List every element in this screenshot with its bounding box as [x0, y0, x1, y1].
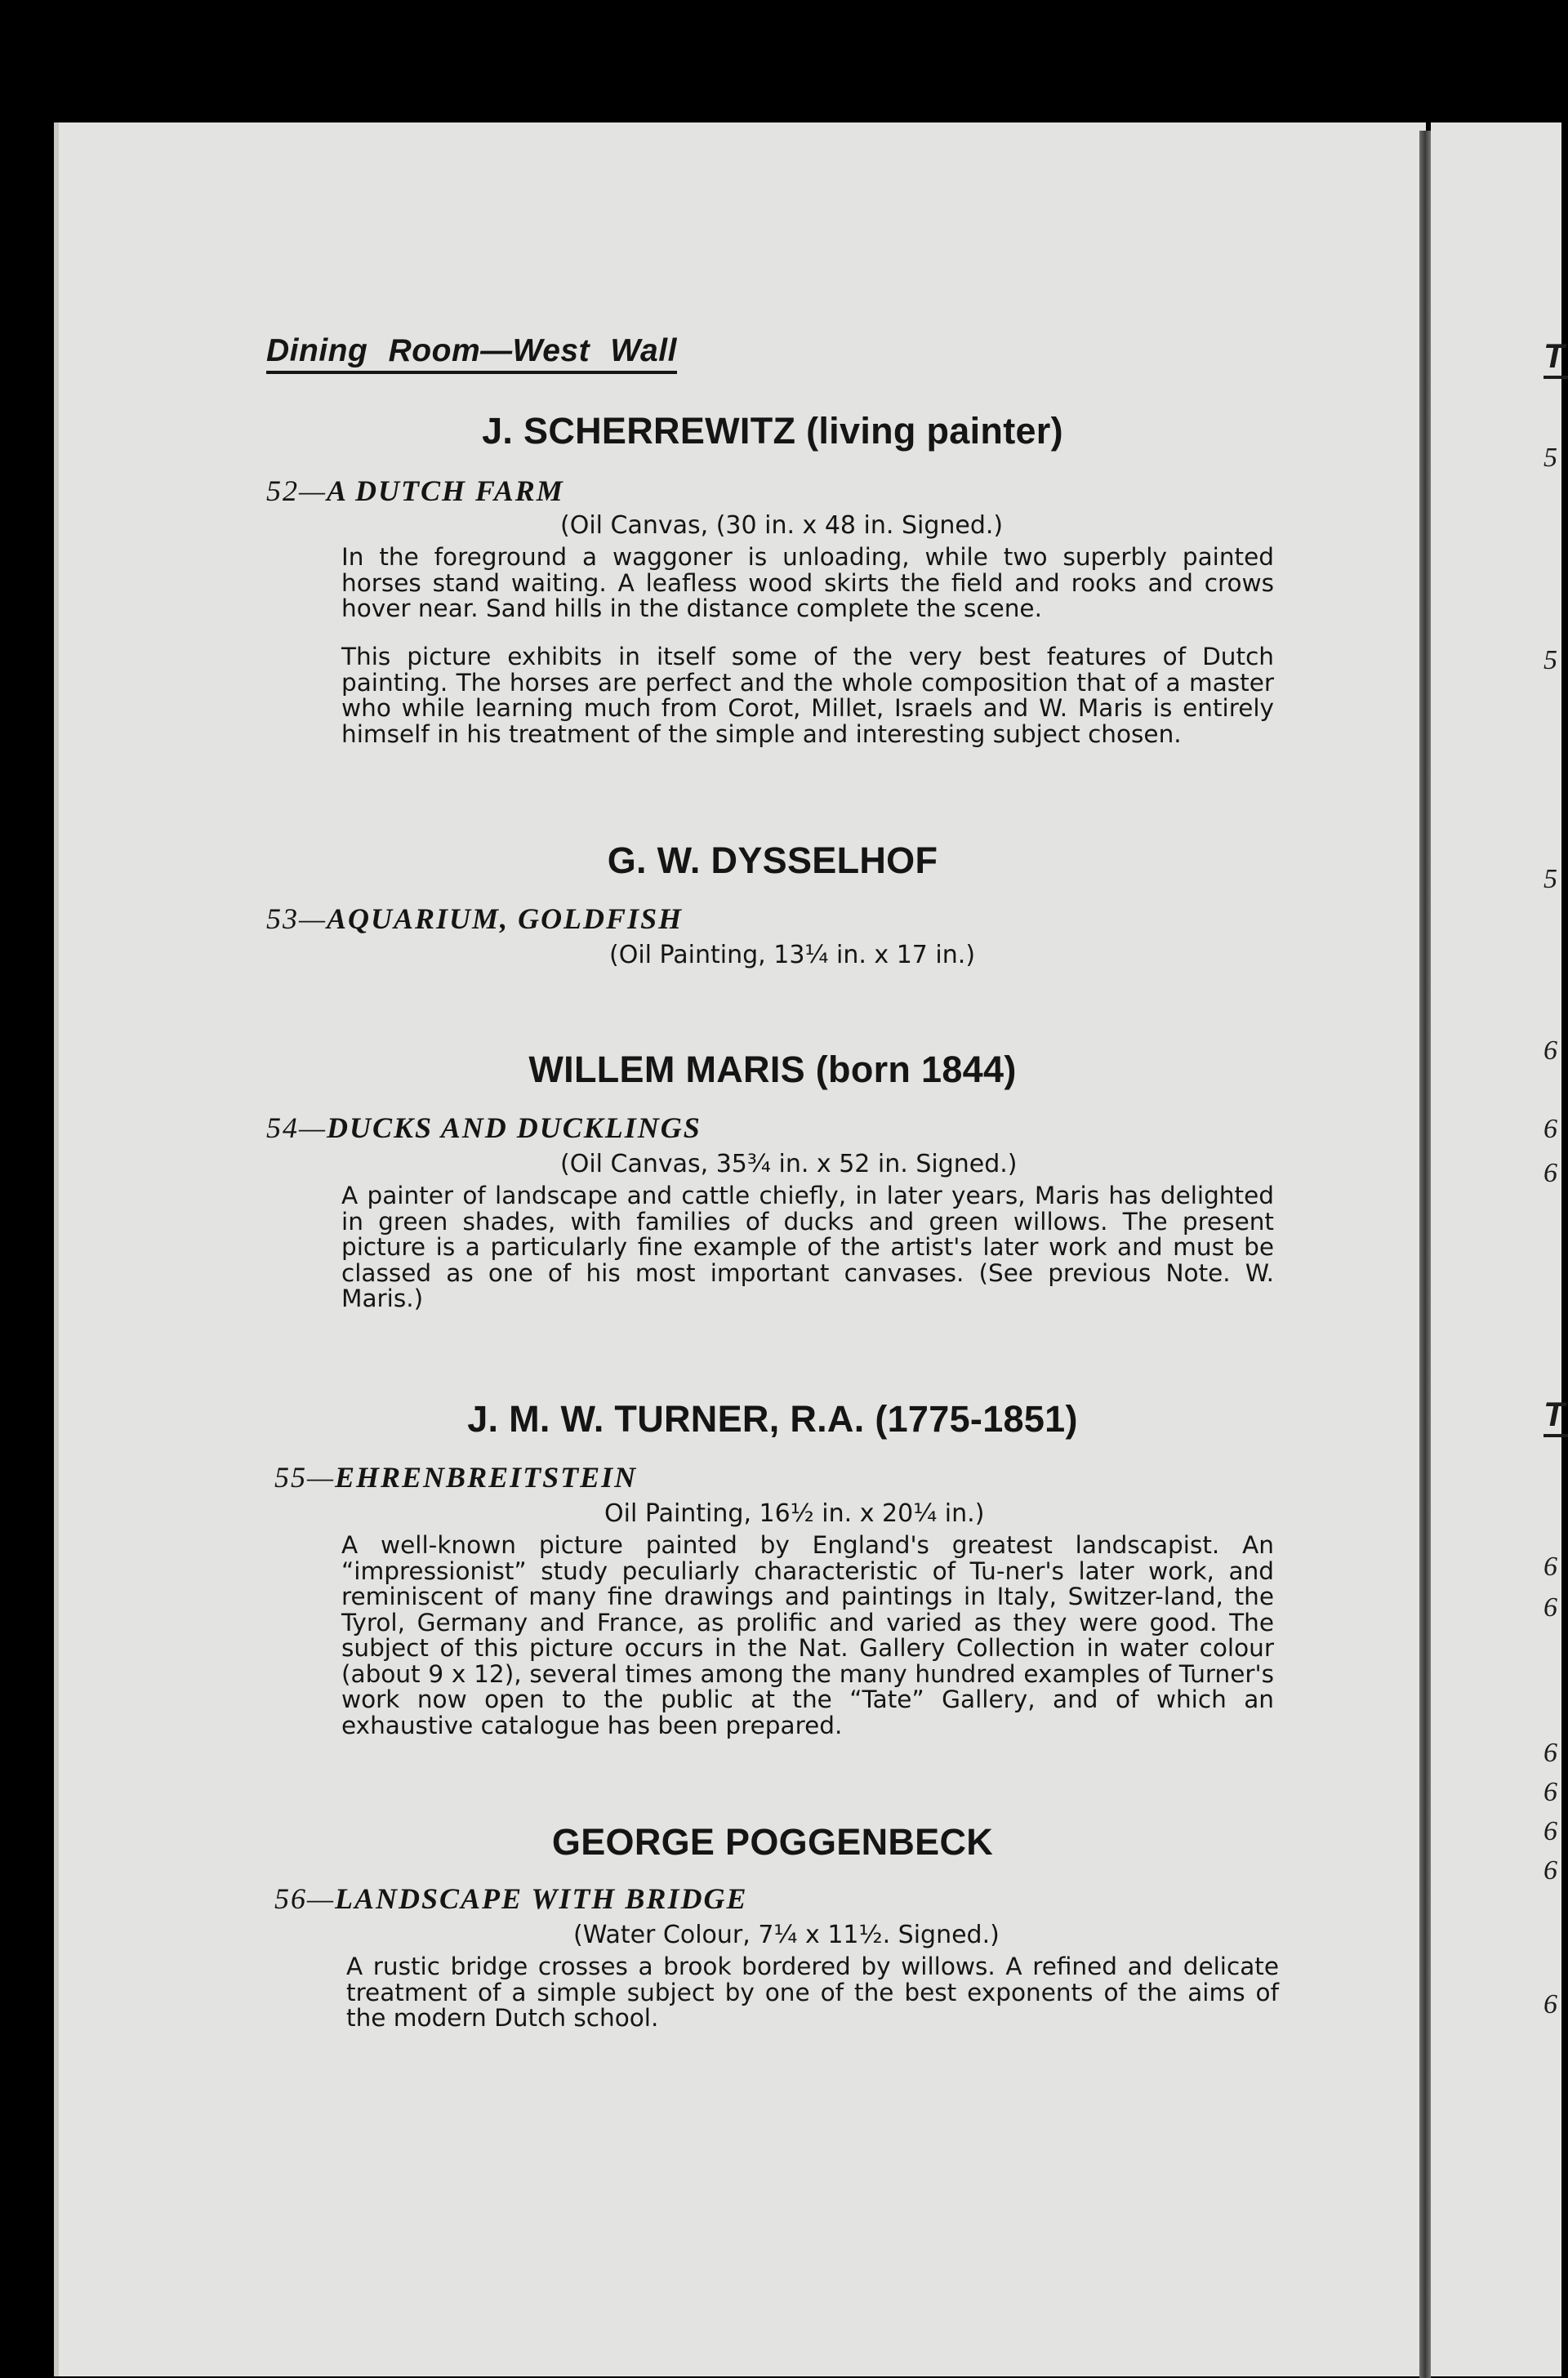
item-description: A well-known picture painted by England's greatest landscapist. An “impressionist” study peculiarly characteristic of Tu-ner's later work, and reminiscent of many fine drawings and paintings in Italy, Switzer-land, the Tyrol, Germany and France, as prolific and varied as they were good. The subject of this picture occurs in the Nat. Gallery Collection in water colour (about 9 x 12), several times among the many hundred examples of Turner's work now open to the public at the “Tate” Gallery, and of which an exhaustive catalogue has been prepared. — [341, 1531, 1274, 1739]
item-title: 56—LANDSCAPE WITH BRIDGE — [274, 1882, 748, 1915]
item-name: DUCKS AND DUCKLINGS — [327, 1111, 702, 1144]
artist-heading: J. SCHERREWITZ (living painter) — [482, 410, 1063, 452]
facing-page-fragment: T — [1544, 1395, 1568, 1437]
item-number: 52 — [266, 474, 299, 507]
item-medium: (Oil Painting, 13¼ in. x 17 in.) — [609, 941, 976, 969]
item-description: This picture exhibits in itself some of the very best features of Dutch painting. The horses are perfect and the whole composition that of a master who while learning much from Corot, Millet, Israels and W. Maris is entirely himself in his treatment of the simple and interesting subject chosen. — [341, 643, 1274, 748]
item-number: 53 — [266, 902, 299, 935]
item-description: In the foreground a waggoner is unloading, while two superbly painted horses stand waiting. A leafless wood skirts the field and rooks and crows hover near. Sand hills in the distance complete the scene. — [341, 543, 1274, 622]
artist-heading: WILLEM MARIS (born 1844) — [528, 1049, 1017, 1090]
item-medium: (Water Colour, 7¼ x 11½. Signed.) — [573, 1921, 1000, 1949]
item-medium: (Oil Canvas, 35¾ in. x 52 in. Signed.) — [560, 1150, 1018, 1178]
item-number: 54 — [266, 1111, 299, 1144]
facing-page-fragment: 6 — [1544, 1035, 1557, 1066]
facing-page-fragment: 6 — [1544, 1816, 1557, 1846]
facing-page-fragment: 5 — [1544, 645, 1557, 675]
facing-page-fragment: 6 — [1544, 1158, 1557, 1188]
facing-page-fragment: 6 — [1544, 1114, 1557, 1144]
item-name: EHRENBREITSTEIN — [335, 1461, 638, 1494]
item-name: LANDSCAPE WITH BRIDGE — [335, 1882, 748, 1915]
item-name: A DUTCH FARM — [327, 474, 564, 507]
item-title: 53—AQUARIUM, GOLDFISH — [266, 902, 684, 935]
item-name: AQUARIUM, GOLDFISH — [327, 902, 684, 935]
facing-page-fragment: 6 — [1544, 1738, 1557, 1768]
section-header: Dining Room—West Wall — [266, 333, 677, 374]
facing-page-fragment: 6 — [1544, 1552, 1557, 1582]
item-medium: Oil Painting, 16½ in. x 20¼ in.) — [604, 1499, 985, 1528]
facing-page-fragment: 6 — [1544, 1989, 1557, 2020]
item-number: 55 — [274, 1461, 307, 1494]
item-description: A painter of landscape and cattle chiefly, in later years, Maris has delighted in green shades, with families of ducks and green willows. The present picture is a particularly fine example of the artist's later work and must be classed as one of his most important canvases. (See previous Note. W. Maris.) — [341, 1182, 1274, 1312]
facing-page-fragment: 5 — [1544, 864, 1557, 894]
item-medium: (Oil Canvas, (30 in. x 48 in. Signed.) — [560, 511, 1004, 540]
facing-page-fragment: 6 — [1544, 1855, 1557, 1886]
facing-page-fragment: 5 — [1544, 443, 1557, 473]
item-title: 52—A DUTCH FARM — [266, 474, 564, 507]
facing-page-fragment: 6 — [1544, 1777, 1557, 1807]
artist-heading: GEORGE POGGENBECK — [551, 1821, 994, 1863]
item-title: 55—EHRENBREITSTEIN — [274, 1461, 638, 1494]
item-description: A rustic bridge crosses a brook bordered by willows. A refined and delicate treatment of a simple subject by one of the best exponents of the aims of the modern Dutch school. — [346, 1953, 1279, 2032]
facing-page-fragment: T — [1544, 336, 1568, 379]
item-title: 54—DUCKS AND DUCKLINGS — [266, 1111, 702, 1144]
facing-page-fragment: 6 — [1544, 1592, 1557, 1623]
artist-heading: J. M. W. TURNER, R.A. (1775-1851) — [467, 1398, 1078, 1440]
item-number: 56 — [274, 1882, 307, 1915]
artist-heading: G. W. DYSSELHOF — [607, 839, 938, 881]
